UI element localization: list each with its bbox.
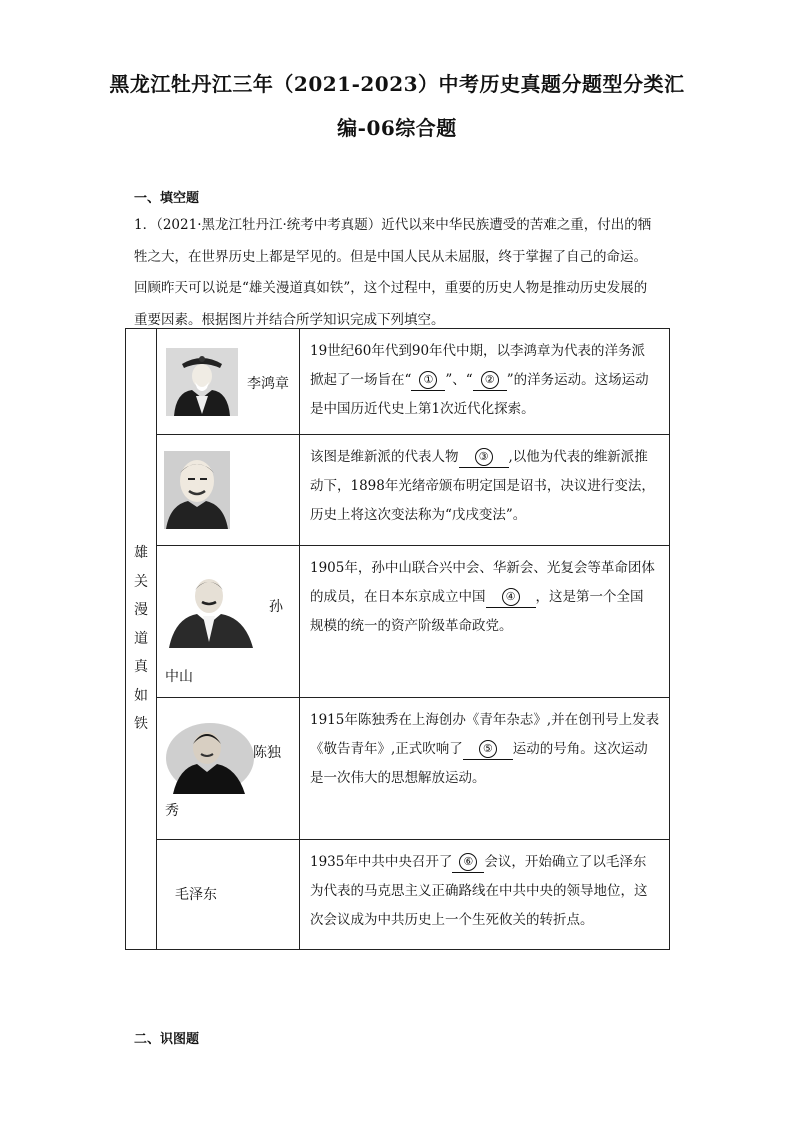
answer-blank-4[interactable] [486, 588, 536, 608]
table-row [126, 435, 670, 546]
question-line: 1．（2021·黑龙江牡丹江·统考中考真题）近代以来中华民族遭受的苦难之重，付出的牺 [134, 217, 652, 233]
document-title-line2: 编-06综合题 [337, 116, 457, 140]
desc-line [310, 366, 661, 395]
desc-text: 《敬告青年》,正式吹响了 [310, 741, 463, 757]
question-line: 重要因素。根据图片并结合所学知识完成下列填空。 [134, 311, 445, 328]
description-cell [300, 840, 670, 950]
desc-line: 是一次伟大的思想解放运动。 [310, 770, 486, 786]
answer-blank-1[interactable] [411, 371, 445, 391]
desc-line: 1905年，孙中山联合兴中会、华新会、光复会等革命团体 [310, 560, 655, 576]
question-line: 牲之大，在世界历史上都是罕见的。但是中国人民从未屈服，终于掌握了自己的命运。 [134, 248, 647, 265]
question-1-text [134, 210, 666, 336]
blank-number: ⑤ [479, 740, 497, 758]
figure-name-part1: 孙 [269, 599, 283, 615]
desc-text: 的成员，在日本东京成立中国 [310, 589, 486, 605]
desc-line: 是中国历近代史上第1次近代化探索。 [310, 401, 535, 417]
figure-name-part1: 陈独 [253, 745, 281, 761]
desc-line [310, 583, 661, 612]
portrait-li-hongzhang-image [166, 348, 238, 416]
figure-cell [157, 435, 300, 546]
desc-line [310, 735, 661, 764]
side-label-column [126, 329, 157, 950]
desc-line: 规模的统一的资产阶级革命政党。 [310, 618, 513, 634]
desc-text: ”、“ [445, 372, 473, 388]
side-char: 道 [134, 630, 148, 647]
side-char: 铁 [134, 716, 148, 733]
desc-line: 历史上将这次变法称为“戊戌变法”。 [310, 507, 527, 523]
figure-cell [157, 546, 300, 698]
desc-line: 19世纪60年代到90年代中期，以李鸿章为代表的洋务派 [310, 343, 646, 359]
portrait-kang-youwei-image [164, 451, 230, 529]
desc-text: 该图是维新派的代表人物 [310, 449, 459, 465]
desc-text: 运动的号角。这次运动 [512, 741, 648, 757]
side-char: 雄 [134, 545, 148, 562]
desc-line [310, 848, 661, 877]
desc-text: ，这是第一个全国 [535, 589, 644, 605]
figure-name-part2: 中山 [165, 669, 193, 685]
figure-name: 李鸿章 [247, 376, 289, 392]
desc-line: 为代表的马克思主义正确路线在中共中央的领导地位，这 [310, 883, 648, 899]
desc-line: 动下，1898年光绪帝颁布明定国是诏书，决议进行变法， [310, 478, 655, 494]
side-char: 真 [134, 659, 148, 676]
desc-line: 次会议成为中共历史上一个生死攸关的转折点。 [310, 912, 594, 928]
desc-text: 会议，开始确立了以毛泽东 [484, 854, 647, 870]
desc-text: 掀起了一场旨在“ [310, 372, 412, 388]
answer-blank-5[interactable] [463, 740, 513, 760]
blank-number: ⑥ [459, 853, 477, 871]
table-row [126, 698, 670, 840]
blank-number: ④ [502, 588, 520, 606]
desc-text: ,以他为代表的维新派推 [508, 449, 648, 465]
section-heading-picture-reading: 二、识图题 [134, 1032, 200, 1047]
figure-name-part2: 秀 [165, 803, 179, 819]
answer-blank-2[interactable] [473, 371, 507, 391]
side-char: 漫 [134, 602, 148, 619]
desc-text: ”的洋务运动。这场运动 [506, 372, 649, 388]
desc-line: 1915年陈独秀在上海创办《青年杂志》,并在创刊号上发表 [310, 712, 660, 728]
side-char: 关 [134, 573, 148, 590]
section-heading-fill-blank: 一、填空题 [134, 191, 200, 206]
question-line: 回顾昨天可以说是“雄关漫道真如铁”，这个过程中，重要的历史人物是推动历史发展的 [134, 280, 648, 296]
side-char: 如 [134, 687, 148, 704]
figure-cell [157, 329, 300, 435]
document-title-line1: 黑龙江牡丹江三年（2021-2023）中考历史真题分题型分类汇 [109, 72, 685, 96]
description-cell [300, 329, 670, 435]
portrait-chen-duxiu-image [165, 722, 255, 794]
desc-text: 1935年中共中央召开了 [310, 854, 453, 870]
table-row [126, 329, 670, 435]
figure-cell [157, 698, 300, 840]
answer-blank-6[interactable] [452, 853, 484, 873]
history-figures-table [125, 328, 670, 950]
description-cell [300, 546, 670, 698]
figure-cell [157, 840, 300, 950]
description-cell [300, 698, 670, 840]
figure-name: 毛泽东 [175, 887, 217, 903]
description-cell [300, 435, 670, 546]
blank-number: ① [419, 371, 437, 389]
blank-number: ② [481, 371, 499, 389]
table-row [126, 840, 670, 950]
blank-number: ③ [475, 448, 493, 466]
portrait-sun-yatsen-image [165, 572, 257, 648]
desc-line [310, 443, 661, 472]
table-row [126, 546, 670, 698]
answer-blank-3[interactable] [459, 448, 509, 468]
